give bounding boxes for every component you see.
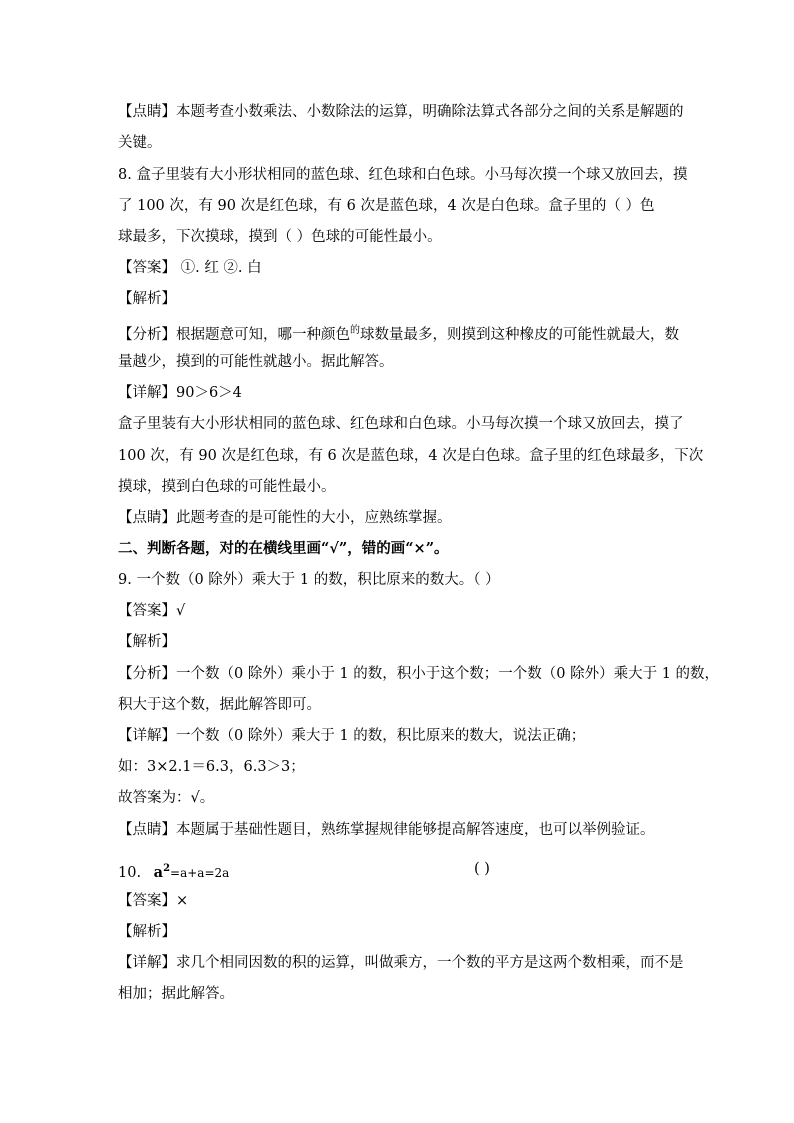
answer-line: 【答案】 ①. 红 ②. 白 bbox=[118, 260, 262, 276]
analysis-line-3: 【分析】一个数（0 除外）乘小于 1 的数，积小于这个数；一个数（0 除外）乘大于 1 的数， bbox=[118, 666, 720, 682]
detail-line-3: 【详解】求几个相同因数的积的运算，叫做乘方，一个数的平方是这两个数相乘，而不是 bbox=[118, 955, 684, 971]
detail-line-3-cont: 相加；据此解答。 bbox=[118, 986, 234, 1002]
question-10-exponent: 2 bbox=[163, 863, 171, 874]
comment-line-cont: 关键。 bbox=[118, 135, 162, 151]
example-line: 如：3×2.1＝6.3，6.3＞3； bbox=[118, 759, 305, 775]
analysis-heading: 【解析】 bbox=[118, 291, 176, 307]
question-8-line-3: 球最多，下次摸球，摸到（ ）色球的可能性最小。 bbox=[118, 229, 442, 245]
detail-text-2: 100 次，有 90 次是红色球，有 6 次是蓝色球，4 次是白色球。盒子里的红色球最多，下次 bbox=[118, 448, 704, 464]
analysis-heading-3: 【解析】 bbox=[118, 924, 176, 940]
detail-line-2: 【详解】一个数（0 除外）乘大于 1 的数，积比原来的数大，说法正确； bbox=[118, 728, 586, 744]
detail-text-3: 摸球，摸到白色球的可能性最小。 bbox=[118, 479, 336, 495]
comment-line-2: 【点睛】此题考查的是可能性的大小，应熟练掌握。 bbox=[118, 510, 452, 526]
question-10-blank: ( ) bbox=[474, 861, 490, 877]
question-10-number: 10. bbox=[118, 864, 142, 881]
analysis-line-4: 积大于这个数，据此解答即可。 bbox=[118, 697, 321, 713]
analysis-line-2: 量越少，摸到的可能性就越小。据此解答。 bbox=[118, 354, 394, 370]
answer-line-2: 【答案】√ bbox=[118, 603, 186, 619]
question-9: 9. 一个数（0 除外）乘大于 1 的数，积比原来的数大。（ ） bbox=[118, 572, 500, 588]
analysis-heading-2: 【解析】 bbox=[118, 634, 176, 650]
conclusion-line: 故答案为：√。 bbox=[118, 790, 215, 806]
section-heading: 二、判断各题，对的在横线里画“√”，错的画“×”。 bbox=[118, 540, 449, 557]
comment-line-3: 【点睛】本题属于基础性题目，熟练掌握规律能够提高解答速度，也可以举例验证。 bbox=[118, 822, 655, 838]
detail-line: 【详解】90＞6＞4 bbox=[118, 385, 242, 401]
question-10-expression: =a+a=2a bbox=[170, 865, 230, 880]
question-10 bbox=[118, 859, 490, 883]
detail-text-1: 盒子里装有大小形状相同的蓝色球、红色球和白色球。小马每次摸一个球又放回去，摸了 bbox=[118, 416, 684, 432]
analysis-line-1 bbox=[118, 321, 679, 345]
question-10-base: a bbox=[153, 863, 164, 881]
analysis-text-c: 球数量最多，则摸到这种橡皮的可能性就最大，数 bbox=[360, 326, 679, 343]
comment-line: 【点睛】本题考查小数乘法、小数除法的运算，明确除法算式各部分之间的关系是解题的 bbox=[118, 104, 684, 120]
analysis-text-raised-char: 的 bbox=[350, 325, 360, 336]
question-8-line-1: 8. 盒子里装有大小形状相同的蓝色球、红色球和白色球。小马每次摸一个球又放回去，摸 bbox=[118, 167, 688, 183]
question-8-line-2: 了 100 次，有 90 次是红色球，有 6 次是蓝色球，4 次是白色球。盒子里的（ ）色 bbox=[118, 198, 655, 214]
analysis-text-a: 【分析】根据题意可知，哪一种颜色 bbox=[118, 326, 350, 343]
answer-line-3: 【答案】× bbox=[118, 893, 189, 909]
